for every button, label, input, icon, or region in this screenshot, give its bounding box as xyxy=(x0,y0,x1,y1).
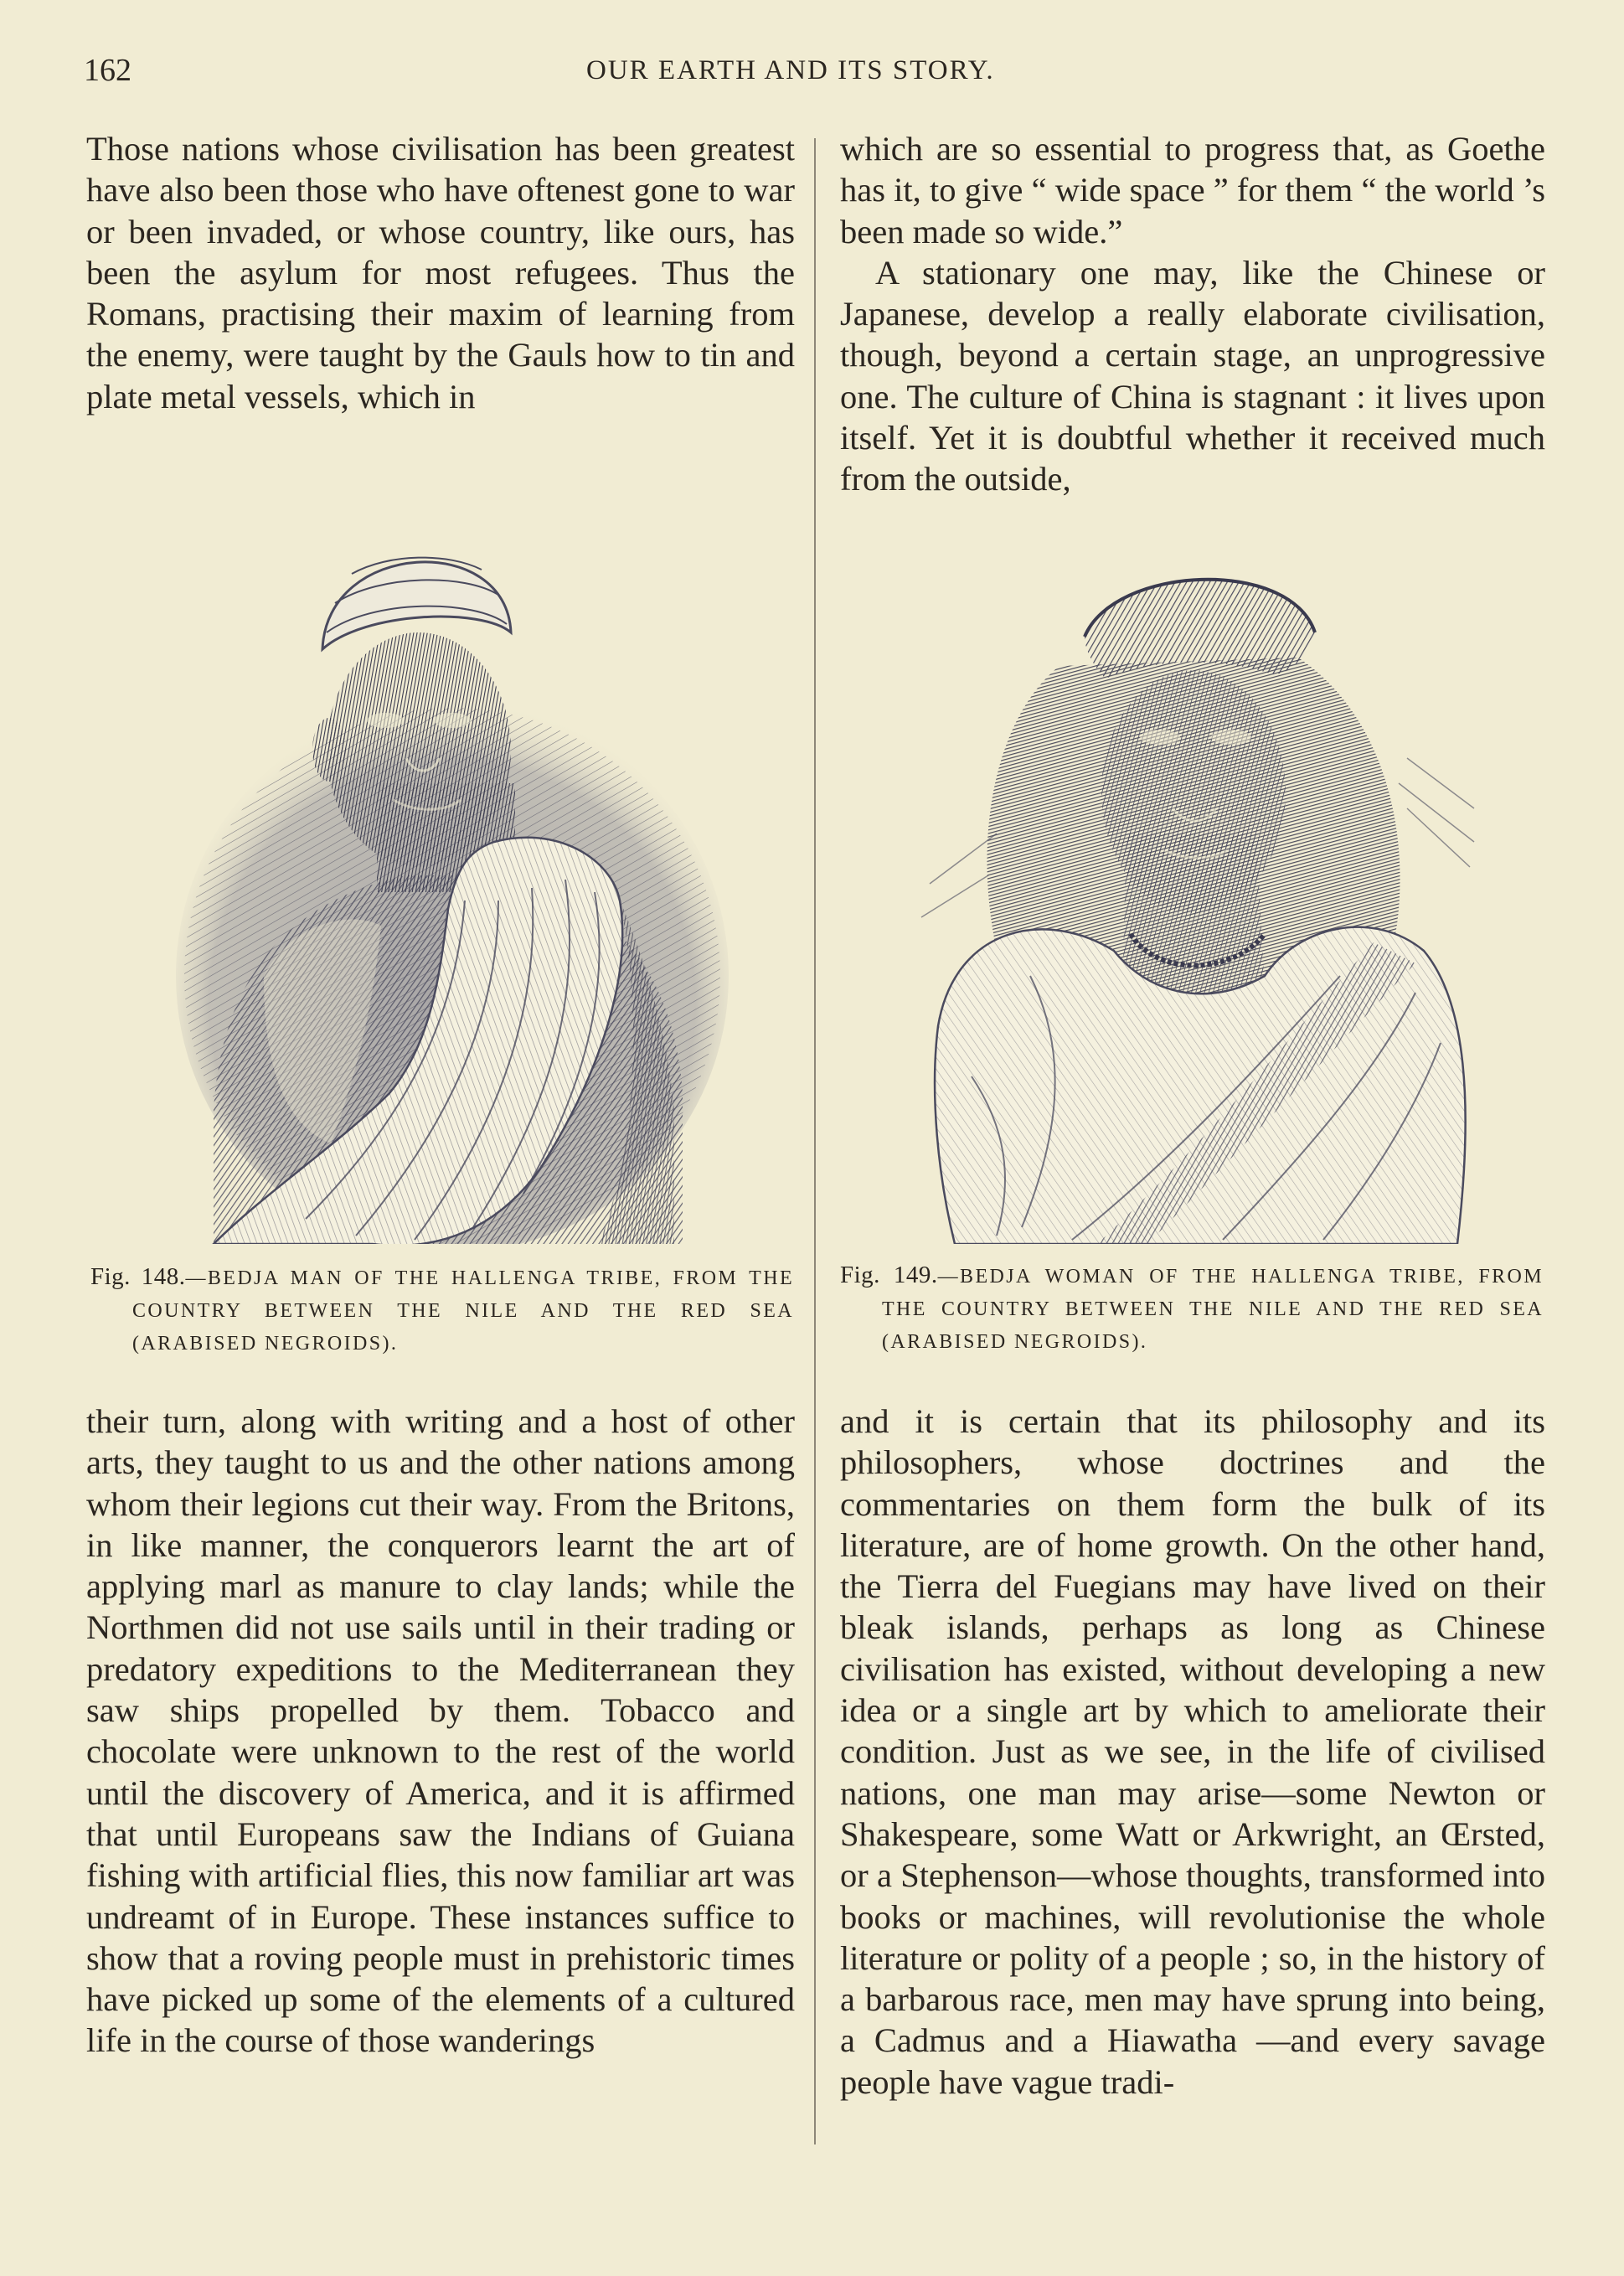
figure-149-caption xyxy=(840,1259,1544,1359)
left-column-bottom xyxy=(86,1401,795,2062)
page-number: 162 xyxy=(84,53,131,88)
column-rule xyxy=(814,138,816,2144)
figure-148-caption xyxy=(90,1261,794,1360)
figure-149-image xyxy=(905,557,1482,1244)
left-column-top xyxy=(86,128,795,417)
figure-148-caption-text: —BEDJA MAN OF THE HALLENGA TRIBE, FROM THE COUNTRY BETWEEN THE NILE AND THE RED SEA (ARABISED NEGROIDS). xyxy=(132,1267,795,1355)
right-column-bottom xyxy=(840,1401,1545,2103)
figure-149-label: Fig. 149. xyxy=(840,1262,938,1288)
figure-148-label: Fig. 148. xyxy=(90,1263,186,1290)
running-title: OUR EARTH AND ITS STORY. xyxy=(586,55,995,85)
right-paragraph-bottom: and it is certain that its philosophy and its philosophers, whose doctrines and the commentaries on them form the bulk of its literature, are of home growth. On the other hand, the Tierra del Fuegians may have lived on their bleak islands, perhaps as long as Chinese civilisation has existed, without developing a new idea or a single art by which to ameliorate their condition. Just as we see, in the life of civilised nations, one man may arise—some Newton or Shakespeare, some Watt or Arkwright, an Œrsted, or a Stephenson—whose thoughts, transformed into books or machines, will revolutionise the whole literature or polity of a people ; so, in the history of a barbarous race, men may have sprung into being, a Cadmus and a Hiawatha —and every savage people have vague tradi- xyxy=(840,1402,1545,2101)
figure-148-image xyxy=(163,507,729,1244)
right-column-top xyxy=(840,128,1545,500)
left-paragraph-top: Those nations whose civilisation has been greatest have also been those who have oftenest gone to war or been invaded, or whose country, like ours, has been the asylum for most refugees. Thus the Romans, practising their maxim of learning from the enemy, were taught by the Gauls how to tin and plate metal vessels, which in xyxy=(86,130,795,415)
figure-149-caption-text: —BEDJA WOMAN OF THE HALLENGA TRIBE, FROM THE COUNTRY BETWEEN THE NILE AND THE RED SEA (ARABISED NEGROIDS). xyxy=(882,1266,1544,1353)
left-paragraph-bottom: their turn, along with writing and a host of other arts, they taught to us and the other nations among whom their legions cut their way. From the Britons, in like manner, the conquerors learnt the art of applying marl as manure to clay lands; while the Northmen did not use sails until in their trading or predatory expeditions to the Mediterranean they saw ships propelled by them. Tobacco and chocolate were unknown to the rest of the world until the discovery of America, and it is affirmed that until Europeans saw the Indians of Guiana fishing with artificial flies, this now familiar art was undreamt of in Europe. These instances suffice to show that a roving people must in prehistoric times have picked up some of the elements of a cultured life in the course of those wanderings xyxy=(86,1402,795,2060)
right-paragraph-top-1: which are so essential to progress that, as Goethe has it, to give “ wide space ” for them “ the world ’s been made so wide.” xyxy=(840,130,1545,250)
running-head xyxy=(84,52,1523,94)
right-paragraph-top-2: A stationary one may, like the Chinese or Japanese, develop a really elaborate civilisation, though, beyond a certain stage, an unprogressive one. The culture of China is stagnant : it lives upon itself. Yet it is doubtful whether it received much from the outside, xyxy=(840,253,1545,498)
